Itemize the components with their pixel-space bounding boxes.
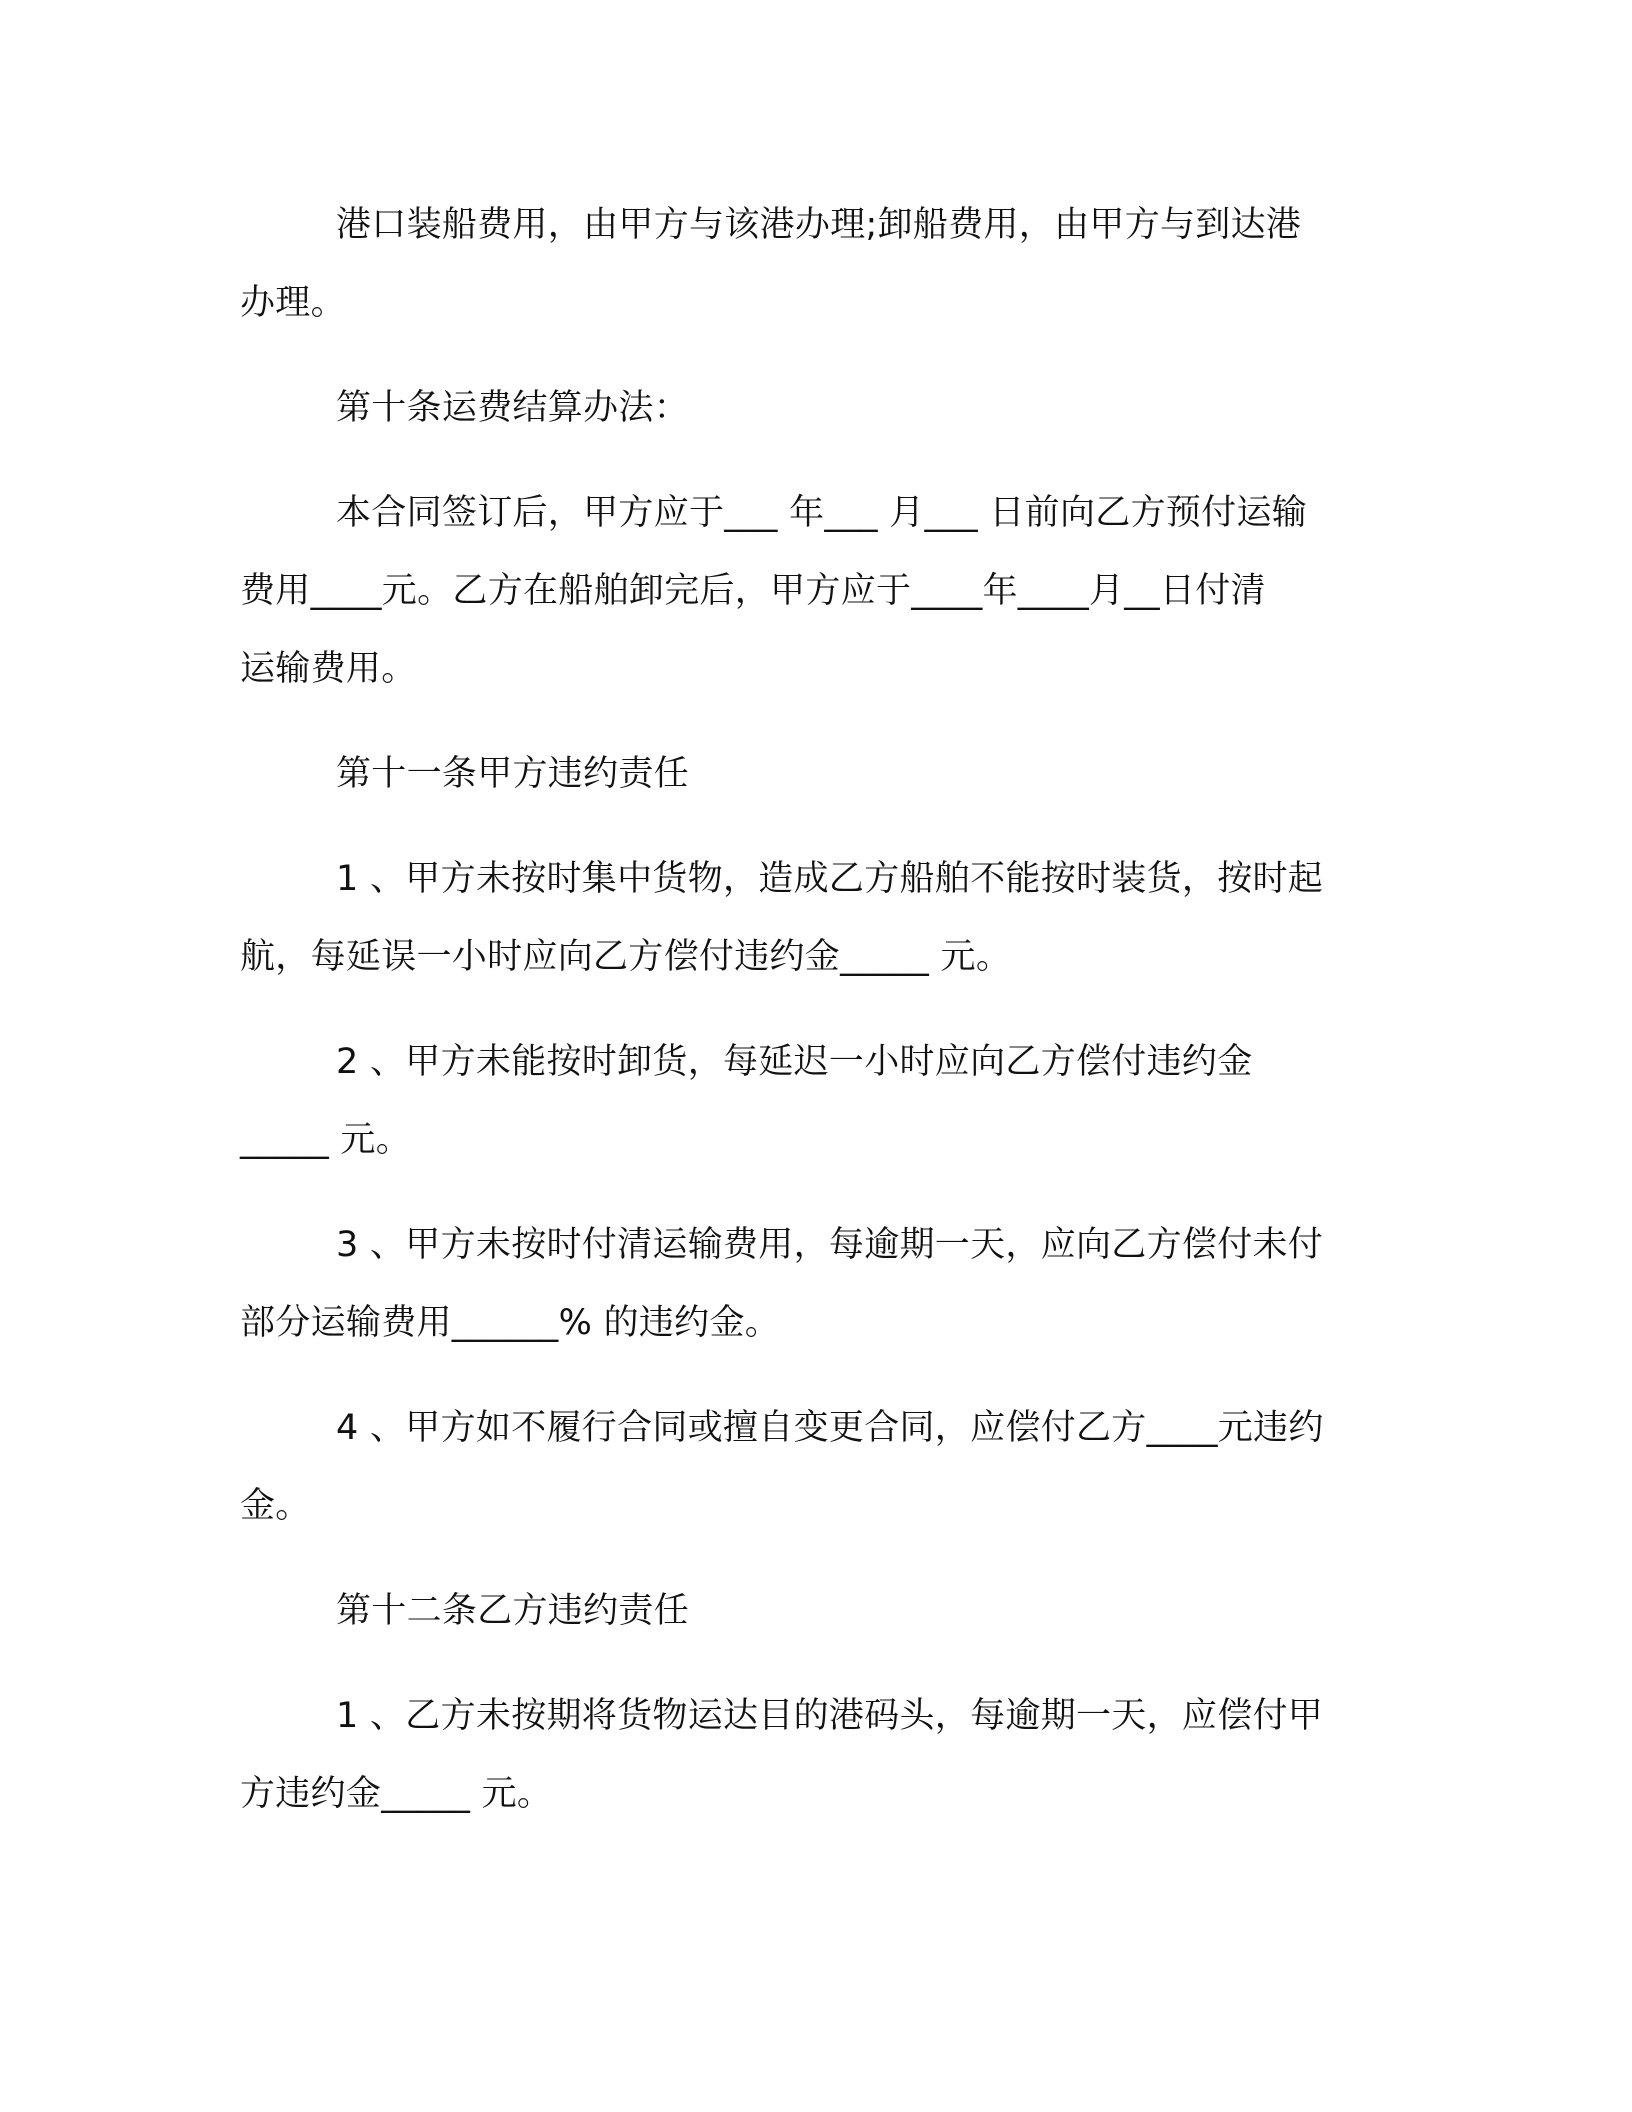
- text-line: 部分运输费用______% 的违约金。: [240, 1303, 781, 1343]
- text-line: 2 、甲方未能按时卸货，每延迟一小时应向乙方偿付违约金: [336, 1042, 1253, 1082]
- text-line: 1 、乙方未按期将货物运达目的港码头，每逾期一天，应偿付甲: [336, 1696, 1324, 1736]
- article-10-body: [240, 474, 1380, 708]
- text-line: 1 、甲方未按时集中货物，造成乙方船舶不能按时装货，按时起: [336, 859, 1324, 899]
- article-11-heading: [240, 735, 1380, 813]
- article-10-heading: [240, 369, 1380, 447]
- text-line: 运输费用。: [240, 649, 417, 689]
- paragraph-port-fees: [240, 186, 1380, 342]
- text-line: 金。: [240, 1486, 311, 1526]
- text-line: 费用____元。乙方在船舶卸完后，甲方应于____年____月__日付清: [240, 571, 1266, 611]
- text-line: 本合同签订后，甲方应于___ 年___ 月___ 日前向乙方预付运输: [336, 493, 1308, 533]
- article-11-item-2: [240, 1023, 1380, 1179]
- heading-text: 第十一条甲方违约责任: [336, 754, 690, 794]
- heading-text: 第十条运费结算办法：: [336, 388, 690, 428]
- text-line: 航，每延误一小时应向乙方偿付违约金_____ 元。: [240, 937, 1012, 977]
- text-line: _____ 元。: [240, 1120, 412, 1160]
- article-12-heading: [240, 1572, 1380, 1650]
- text-line: 3 、甲方未按时付清运输费用，每逾期一天，应向乙方偿付未付: [336, 1225, 1324, 1265]
- article-11-item-3: [240, 1206, 1380, 1362]
- article-12-item-1: [240, 1677, 1380, 1833]
- text-line: 办理。: [240, 283, 346, 323]
- text-line: 方违约金_____ 元。: [240, 1774, 553, 1814]
- text-line: 港口装船费用，由甲方与该港办理;卸船费用，由甲方与到达港: [336, 205, 1302, 245]
- document-body: [240, 186, 1380, 1860]
- article-11-item-1: [240, 840, 1380, 996]
- article-11-item-4: [240, 1389, 1380, 1545]
- heading-text: 第十二条乙方违约责任: [336, 1591, 690, 1631]
- text-line: 4 、甲方如不履行合同或擅自变更合同，应偿付乙方____元违约: [336, 1408, 1324, 1448]
